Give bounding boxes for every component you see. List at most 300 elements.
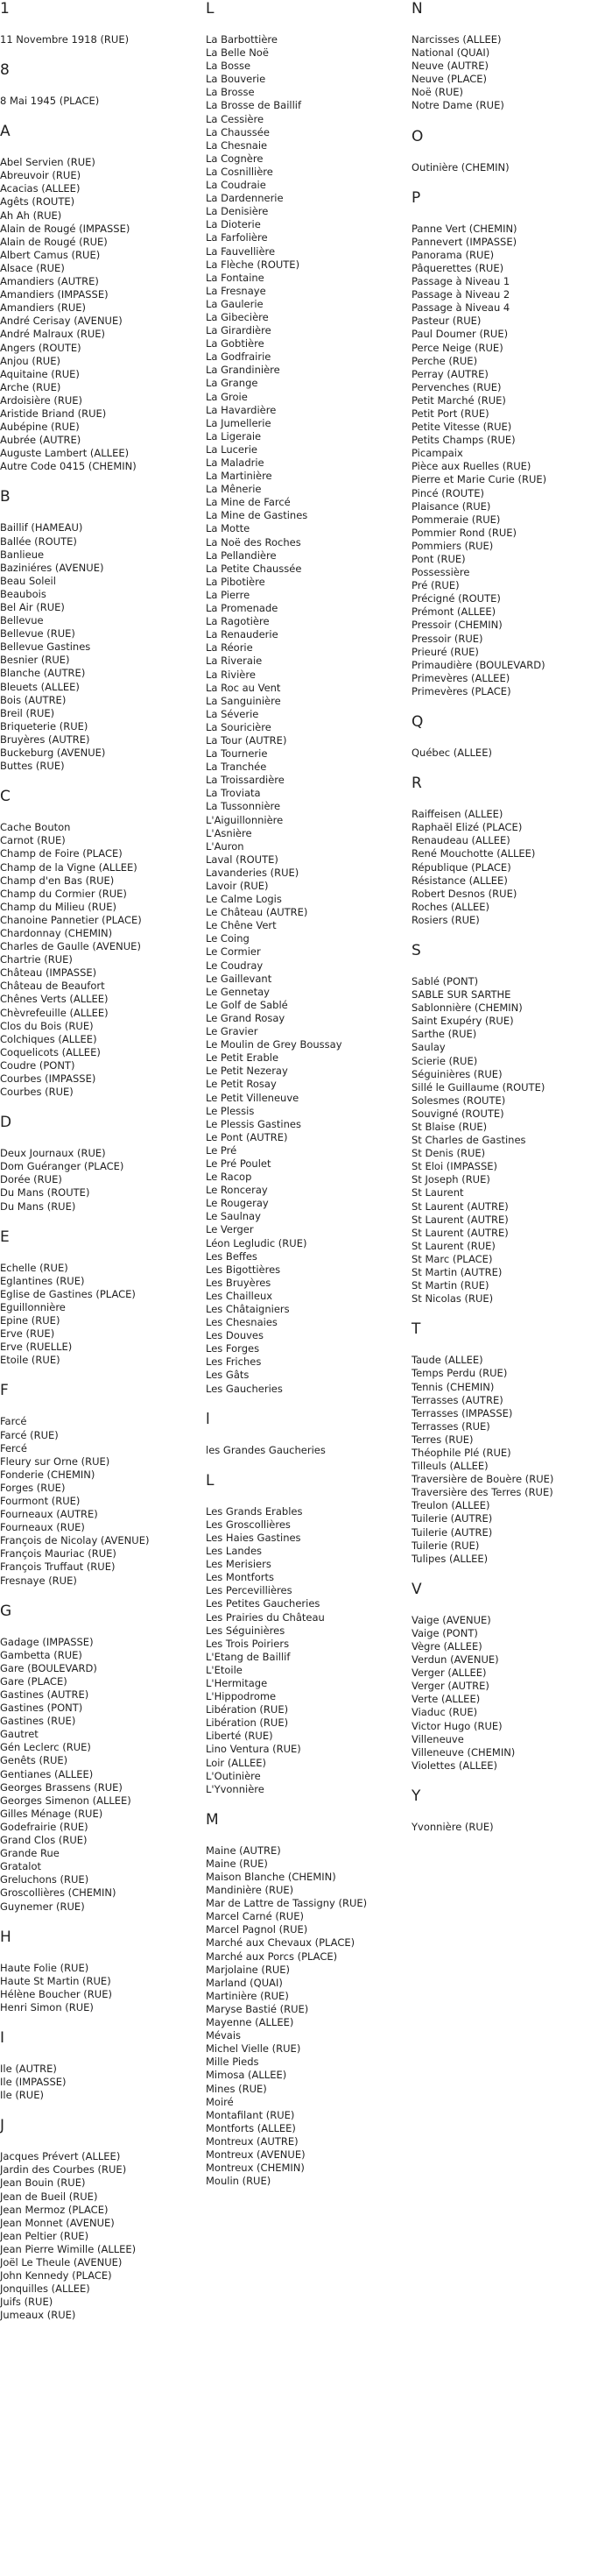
street-link[interactable]: André Cerisay (AVENUE) — [0, 315, 123, 328]
street-link[interactable]: Eguillonnière — [0, 1300, 66, 1313]
street-link[interactable]: Genêts (RUE) — [0, 1754, 68, 1767]
street-link[interactable]: Les Beffes — [206, 1249, 257, 1263]
street-link[interactable]: St Charles de Gastines — [412, 1134, 526, 1147]
street-link[interactable]: Yvonnière (RUE) — [412, 1820, 494, 1833]
street-link[interactable]: Le Plessis — [206, 1104, 255, 1117]
street-link[interactable]: Coquelicots (ALLEE) — [0, 1045, 101, 1058]
street-link[interactable]: Aristide Briand (RUE) — [0, 407, 107, 420]
street-link[interactable]: Pannevert (IMPASSE) — [412, 235, 517, 248]
street-link[interactable]: Le Pré — [206, 1143, 237, 1157]
street-link[interactable]: Hélène Boucher (RUE) — [0, 1987, 112, 2000]
street-link[interactable]: Beaubois — [0, 587, 46, 600]
street-link[interactable]: La Ragotière — [206, 615, 270, 628]
street-link[interactable]: François de Nicolay (AVENUE) — [0, 1534, 150, 1547]
street-link[interactable]: Le Moulin de Grey Boussay — [206, 1038, 342, 1051]
street-link[interactable]: Le Ronceray — [206, 1184, 268, 1197]
street-link[interactable]: Farcé (RUE) — [0, 1428, 59, 1441]
street-link[interactable]: Maryse Bastié (RUE) — [206, 2002, 309, 2015]
street-link[interactable]: Autre Code 0415 (CHEMIN) — [0, 460, 137, 473]
street-link[interactable]: Le Saulnay — [206, 1210, 261, 1223]
street-link[interactable]: La Godfrairie — [206, 350, 271, 364]
street-link[interactable]: Raphaël Elizé (PLACE) — [412, 821, 523, 834]
street-link[interactable]: Villeneuve (CHEMIN) — [412, 1745, 516, 1759]
street-link[interactable]: La Groie — [206, 390, 248, 403]
street-link[interactable]: les Grandes Gaucheries — [206, 1443, 326, 1456]
street-link[interactable]: La Bouverie — [206, 73, 266, 86]
street-link[interactable]: Michel Vielle (RUE) — [206, 2042, 301, 2056]
street-link[interactable]: La Mine de Gastines — [206, 509, 308, 522]
street-link[interactable]: Plaisance (RUE) — [412, 499, 491, 513]
street-link[interactable]: Les Gâts — [206, 1369, 250, 1382]
street-link[interactable]: Terrasses (IMPASSE) — [412, 1406, 513, 1419]
street-link[interactable]: Maison Blanche (CHEMIN) — [206, 1871, 336, 1883]
street-link[interactable]: Martinière (RUE) — [206, 1989, 289, 2002]
street-link[interactable]: Léon Legludic (RUE) — [206, 1236, 307, 1249]
street-link[interactable]: Jean Bouin (RUE) — [0, 2176, 86, 2190]
street-link[interactable]: Tulipes (ALLEE) — [412, 1552, 489, 1565]
street-link[interactable]: St Laurent (RUE) — [412, 1239, 496, 1252]
street-link[interactable]: La Roc au Vent — [206, 681, 281, 694]
street-link[interactable]: St Laurent (AUTRE) — [412, 1226, 509, 1239]
street-link[interactable]: Clos du Bois (RUE) — [0, 1019, 94, 1032]
street-link[interactable]: St Laurent (AUTRE) — [412, 1200, 509, 1213]
street-link[interactable]: Gratalot — [0, 1860, 41, 1873]
street-link[interactable]: François Mauriac (RUE) — [0, 1547, 116, 1560]
street-link[interactable]: Aubépine (RUE) — [0, 421, 80, 434]
street-link[interactable]: Précigné (ROUTE) — [412, 592, 501, 605]
street-link[interactable]: Passage à Niveau 4 — [412, 301, 510, 315]
street-link[interactable]: Champ de Foire (PLACE) — [0, 847, 123, 860]
street-link[interactable]: La Ligeraie — [206, 429, 262, 442]
street-link[interactable]: Mimosa (ALLEE) — [206, 2069, 287, 2082]
street-link[interactable]: La Bosse — [206, 60, 251, 73]
street-link[interactable]: La Grandinière — [206, 364, 280, 377]
street-link[interactable]: Jean Monnet (AVENUE) — [0, 2216, 115, 2229]
street-link[interactable]: Fercé — [0, 1441, 27, 1454]
street-link[interactable]: Le Cormier — [206, 945, 261, 959]
street-link[interactable]: Jardin des Courbes (RUE) — [0, 2163, 127, 2176]
street-link[interactable]: Libération (RUE) — [206, 1703, 289, 1716]
street-link[interactable]: Le Petit Nezeray — [206, 1065, 288, 1078]
street-link[interactable]: Fleury sur Orne (RUE) — [0, 1454, 110, 1468]
street-link[interactable]: André Malraux (RUE) — [0, 328, 105, 341]
street-link[interactable]: Colchiques (ALLEE) — [0, 1032, 97, 1045]
street-link[interactable]: Le Château (AUTRE) — [206, 906, 308, 919]
street-link[interactable]: Auguste Lambert (ALLEE) — [0, 447, 130, 460]
street-link[interactable]: La Souricière — [206, 720, 271, 733]
street-link[interactable]: Le Gravier — [206, 1025, 258, 1038]
street-link[interactable]: St Laurent — [412, 1186, 464, 1200]
street-link[interactable]: Breil (RUE) — [0, 706, 55, 719]
street-link[interactable]: Violettes (ALLEE) — [412, 1759, 498, 1772]
street-link[interactable]: Charles de Gaulle (AVENUE) — [0, 940, 141, 953]
street-link[interactable]: St Blaise (RUE) — [412, 1121, 488, 1133]
street-link[interactable]: Les Chesnaies — [206, 1316, 278, 1329]
street-link[interactable]: Saulay — [412, 1041, 446, 1054]
street-link[interactable]: Amandiers (AUTRE) — [0, 275, 99, 288]
street-link[interactable]: La Gobtière — [206, 337, 264, 350]
street-link[interactable]: La Lucerie — [206, 442, 257, 456]
street-link[interactable]: Ardoisière (RUE) — [0, 393, 83, 407]
street-link[interactable]: Cache Bouton — [0, 821, 71, 834]
street-link[interactable]: Tennis (CHEMIN) — [412, 1380, 495, 1393]
street-link[interactable]: Bleuets (ALLEE) — [0, 680, 80, 693]
street-link[interactable]: Notre Dame (RUE) — [412, 99, 504, 112]
street-link[interactable]: Viaduc (RUE) — [412, 1706, 478, 1719]
street-link[interactable]: Libération (RUE) — [206, 1716, 289, 1730]
street-link[interactable]: Chanoine Pannetier (PLACE) — [0, 913, 142, 926]
street-link[interactable]: Raiffeisen (ALLEE) — [412, 808, 503, 821]
street-link[interactable]: Moiré — [206, 2095, 234, 2108]
street-link[interactable]: Sillé le Guillaume (ROUTE) — [412, 1080, 545, 1093]
street-link[interactable]: Sarthe (RUE) — [412, 1028, 477, 1041]
street-link[interactable]: Farcé — [0, 1415, 27, 1428]
street-link[interactable]: Le Petit Rosay — [206, 1078, 277, 1091]
street-link[interactable]: Le Chêne Vert — [206, 919, 277, 932]
street-link[interactable]: La Farfolière — [206, 231, 268, 244]
street-link[interactable]: La Gibecière — [206, 310, 269, 323]
street-link[interactable]: Pâquerettes (RUE) — [412, 261, 504, 274]
street-link[interactable]: Les Grands Erables — [206, 1504, 303, 1518]
street-link[interactable]: La Chesnaie — [206, 138, 268, 152]
street-link[interactable]: Le Verger — [206, 1223, 254, 1236]
street-link[interactable]: Baziniéres (AVENUE) — [0, 561, 104, 574]
street-link[interactable]: Forges (RUE) — [0, 1481, 66, 1494]
street-link[interactable]: Petite Vitesse (RUE) — [412, 421, 512, 434]
street-link[interactable]: Verte (ALLEE) — [412, 1693, 481, 1706]
street-link[interactable]: Perce Neige (RUE) — [412, 341, 503, 354]
street-link[interactable]: Briqueterie (RUE) — [0, 719, 88, 732]
street-link[interactable]: Pièce aux Ruelles (RUE) — [412, 460, 531, 473]
street-link[interactable]: Chardonnay (CHEMIN) — [0, 926, 113, 939]
street-link[interactable]: Maine (RUE) — [206, 1857, 268, 1870]
street-link[interactable]: Mille Pieds — [206, 2056, 259, 2069]
street-link[interactable]: Jean Pierre Wimille (ALLEE) — [0, 2242, 137, 2255]
street-link[interactable]: Vaige (PONT) — [412, 1626, 478, 1639]
street-link[interactable]: Le Gaillevant — [206, 972, 272, 985]
street-link[interactable]: Jean Mermoz (PLACE) — [0, 2203, 109, 2216]
street-link[interactable]: St Eloi (IMPASSE) — [412, 1160, 498, 1173]
street-link[interactable]: La Tranchée — [206, 761, 267, 774]
street-link[interactable]: Bois (AUTRE) — [0, 693, 67, 706]
street-link[interactable]: Prieuré (RUE) — [412, 645, 479, 658]
street-link[interactable]: Dom Guéranger (PLACE) — [0, 1160, 124, 1173]
street-link[interactable]: La Tussonnière — [206, 800, 281, 813]
street-link[interactable]: Le Coing — [206, 932, 250, 945]
street-link[interactable]: La Noë des Roches — [206, 535, 301, 548]
street-link[interactable]: L'Etang de Baillif — [206, 1650, 291, 1663]
street-link[interactable]: La Martinière — [206, 470, 272, 483]
street-link[interactable]: Chartrie (RUE) — [0, 953, 73, 966]
street-link[interactable]: Loir (ALLEE) — [206, 1756, 267, 1769]
street-link[interactable]: Pommiers (RUE) — [412, 539, 494, 552]
street-link[interactable]: Petits Champs (RUE) — [412, 434, 516, 447]
street-link[interactable]: La Fauvellière — [206, 244, 276, 258]
street-link[interactable]: La Petite Chaussée — [206, 562, 302, 575]
street-link[interactable]: Le Golf de Sablé — [206, 998, 288, 1011]
street-link[interactable]: Gare (PLACE) — [0, 1674, 67, 1688]
street-link[interactable]: Haute St Martin (RUE) — [0, 1974, 111, 1987]
street-link[interactable]: Québec (ALLEE) — [412, 747, 492, 760]
street-link[interactable]: St Martin (RUE) — [412, 1279, 489, 1292]
street-link[interactable]: Ile (RUE) — [0, 2089, 44, 2102]
street-link[interactable]: Erve (RUE) — [0, 1327, 55, 1341]
street-link[interactable]: Les Bigottières — [206, 1263, 281, 1276]
street-link[interactable]: Mévais — [206, 2029, 242, 2042]
street-link[interactable]: Séguinières (RUE) — [412, 1067, 503, 1080]
street-link[interactable]: René Mouchotte (ALLEE) — [412, 847, 536, 860]
street-link[interactable]: Petit Marché (RUE) — [412, 393, 506, 407]
street-link[interactable]: Gastines (PONT) — [0, 1702, 83, 1715]
street-link[interactable]: La Sanguinière — [206, 694, 281, 707]
street-link[interactable]: Le Rougeray — [206, 1197, 269, 1210]
street-link[interactable]: Gastines (AUTRE) — [0, 1688, 89, 1701]
street-link[interactable]: Deux Journaux (RUE) — [0, 1147, 106, 1160]
street-link[interactable]: La Denisière — [206, 205, 269, 218]
street-link[interactable]: La Promenade — [206, 602, 278, 615]
street-link[interactable]: La Pierre — [206, 588, 250, 601]
street-link[interactable]: Abel Servien (RUE) — [0, 156, 95, 169]
street-link[interactable]: Champ du Cormier (RUE) — [0, 887, 127, 900]
street-link[interactable]: Le Petit Villeneuve — [206, 1091, 299, 1104]
street-link[interactable]: Les Châtaigniers — [206, 1303, 290, 1315]
street-link[interactable]: Le Racop — [206, 1171, 252, 1184]
street-link[interactable]: Marland (QUAI) — [206, 1976, 283, 1989]
street-link[interactable]: St Marc (PLACE) — [412, 1252, 493, 1265]
street-link[interactable]: Les Trois Poiriers — [206, 1637, 290, 1650]
street-link[interactable]: Alsace (RUE) — [0, 261, 65, 274]
street-link[interactable]: Le Pré Poulet — [206, 1157, 271, 1170]
street-link[interactable]: Primevères (PLACE) — [412, 684, 511, 697]
street-link[interactable]: La Riveraie — [206, 655, 263, 668]
street-link[interactable]: Résistance (ALLEE) — [412, 874, 508, 887]
street-link[interactable]: Les Petites Gaucheries — [206, 1597, 320, 1610]
street-link[interactable]: Dorée (RUE) — [0, 1173, 62, 1186]
street-link[interactable]: Le Pont (AUTRE) — [206, 1130, 288, 1143]
street-link[interactable]: Souvigné (ROUTE) — [412, 1107, 504, 1120]
street-link[interactable]: Château de Beaufort — [0, 980, 105, 993]
street-link[interactable]: Jumeaux (RUE) — [0, 2309, 76, 2322]
street-link[interactable]: La Girardière — [206, 324, 271, 337]
street-link[interactable]: La Jumellerie — [206, 416, 271, 429]
street-link[interactable]: La Troissardière — [206, 774, 285, 787]
street-link[interactable]: Gastines (RUE) — [0, 1715, 76, 1728]
street-link[interactable]: Greluchons (RUE) — [0, 1873, 89, 1886]
street-link[interactable]: Les Groscollières — [206, 1518, 291, 1531]
street-link[interactable]: Gare (BOULEVARD) — [0, 1661, 97, 1674]
street-link[interactable]: Epine (RUE) — [0, 1314, 60, 1327]
street-link[interactable]: Montreux (CHEMIN) — [206, 2162, 305, 2175]
street-link[interactable]: Abreuvoir (RUE) — [0, 169, 81, 182]
street-link[interactable]: La Maladrie — [206, 456, 264, 469]
street-link[interactable]: Champ du Milieu (RUE) — [0, 900, 116, 913]
street-link[interactable]: Marcel Carné (RUE) — [206, 1910, 304, 1923]
street-link[interactable]: St Nicolas (RUE) — [412, 1292, 494, 1306]
street-link[interactable]: Panne Vert (CHEMIN) — [412, 222, 517, 235]
street-link[interactable]: Château (IMPASSE) — [0, 966, 97, 980]
street-link[interactable]: Echelle (RUE) — [0, 1261, 68, 1274]
street-link[interactable]: Montforts (ALLEE) — [206, 2121, 296, 2134]
street-link[interactable]: Verger (ALLEE) — [412, 1667, 487, 1680]
street-link[interactable]: Georges Simenon (ALLEE) — [0, 1794, 131, 1807]
street-link[interactable]: SABLE SUR SARTHE — [412, 988, 511, 1001]
street-link[interactable]: La Belle Noë — [206, 46, 269, 60]
street-link[interactable]: Courbes (IMPASSE) — [0, 1072, 96, 1085]
street-link[interactable]: Panorama (RUE) — [412, 248, 495, 261]
street-link[interactable]: Saint Exupéry (RUE) — [412, 1015, 514, 1028]
street-link[interactable]: Le Coudray — [206, 959, 264, 972]
street-link[interactable]: Marjolaine (RUE) — [206, 1963, 291, 1976]
street-link[interactable]: Aubrée (AUTRE) — [0, 434, 81, 447]
street-link[interactable]: Pommier Rond (RUE) — [412, 526, 517, 539]
street-link[interactable]: Le Grand Rosay — [206, 1011, 285, 1024]
street-link[interactable]: Les Haies Gastines — [206, 1531, 301, 1544]
street-link[interactable]: Le Gennetay — [206, 985, 270, 998]
street-link[interactable]: Paul Doumer (RUE) — [412, 328, 509, 341]
street-link[interactable]: Gén Leclerc (RUE) — [0, 1741, 91, 1754]
street-link[interactable]: Fresnaye (RUE) — [0, 1574, 77, 1587]
street-link[interactable]: Moulin (RUE) — [206, 2175, 271, 2188]
street-link[interactable]: Buttes (RUE) — [0, 760, 65, 773]
street-link[interactable]: Terrasses (RUE) — [412, 1419, 490, 1433]
street-link[interactable]: L'Hippodrome — [206, 1690, 277, 1703]
street-link[interactable]: Les Friches — [206, 1355, 262, 1369]
street-link[interactable]: Du Mans (ROUTE) — [0, 1186, 90, 1200]
street-link[interactable]: Gautret — [0, 1728, 39, 1741]
street-link[interactable]: Alain de Rougé (RUE) — [0, 235, 108, 248]
street-link[interactable]: Montreux (AUTRE) — [206, 2134, 299, 2148]
street-link[interactable]: Perche (RUE) — [412, 354, 478, 367]
street-link[interactable]: Aquitaine (RUE) — [0, 367, 80, 380]
street-link[interactable]: Victor Hugo (RUE) — [412, 1719, 503, 1732]
street-link[interactable]: St Martin (AUTRE) — [412, 1266, 503, 1279]
street-link[interactable]: Coudre (PONT) — [0, 1058, 75, 1072]
street-link[interactable]: Bellevue — [0, 614, 44, 627]
street-link[interactable]: Le Petit Erable — [206, 1051, 279, 1065]
street-link[interactable]: Le Plessis Gastines — [206, 1117, 301, 1130]
street-link[interactable]: La Fresnaye — [206, 284, 266, 297]
street-link[interactable]: Blanche (AUTRE) — [0, 667, 86, 680]
street-link[interactable]: Guynemer (RUE) — [0, 1900, 85, 1913]
street-link[interactable]: Pasteur (RUE) — [412, 315, 482, 328]
street-link[interactable]: Amandiers (RUE) — [0, 301, 86, 315]
street-link[interactable]: Neuve (AUTRE) — [412, 60, 489, 73]
street-link[interactable]: La Renauderie — [206, 628, 278, 641]
street-link[interactable]: Chèvrefeuille (ALLEE) — [0, 1006, 109, 1019]
street-link[interactable]: Robert Desnos (RUE) — [412, 887, 517, 900]
street-link[interactable]: Ile (IMPASSE) — [0, 2076, 67, 2089]
street-link[interactable]: Albert Camus (RUE) — [0, 248, 101, 261]
street-link[interactable]: Temps Perdu (RUE) — [412, 1367, 508, 1380]
street-link[interactable]: La Motte — [206, 522, 250, 535]
street-link[interactable]: Primaudière (BOULEVARD) — [412, 658, 545, 671]
street-link[interactable]: La Tour (AUTRE) — [206, 733, 287, 747]
street-link[interactable]: Gadage (IMPASSE) — [0, 1635, 94, 1648]
street-link[interactable]: Les Landes — [206, 1545, 263, 1558]
street-link[interactable]: Pommeraie (RUE) — [412, 513, 501, 526]
street-link[interactable]: Villeneuve — [412, 1732, 464, 1745]
street-link[interactable]: Laval (ROUTE) — [206, 853, 278, 866]
street-link[interactable]: Arche (RUE) — [0, 380, 61, 393]
street-link[interactable]: Marché aux Chevaux (PLACE) — [206, 1936, 355, 1950]
street-link[interactable]: La Chaussée — [206, 125, 270, 138]
street-link[interactable]: La Pellandière — [206, 548, 277, 562]
street-link[interactable]: Groscollières (CHEMIN) — [0, 1886, 116, 1900]
street-link[interactable]: Taude (ALLEE) — [412, 1354, 483, 1367]
street-link[interactable]: Besnier (RUE) — [0, 654, 70, 667]
street-link[interactable]: Noë (RUE) — [412, 86, 464, 99]
street-link[interactable]: La Barbottière — [206, 33, 278, 46]
street-link[interactable]: L'Yvonnière — [206, 1782, 264, 1795]
street-link[interactable]: Erve (RUELLE) — [0, 1341, 73, 1354]
street-link[interactable]: Henri Simon (RUE) — [0, 2000, 94, 2013]
street-link[interactable]: Marché aux Porcs (PLACE) — [206, 1950, 338, 1963]
street-link[interactable]: Banlieue — [0, 548, 45, 561]
street-link[interactable]: Champ d'en Bas (RUE) — [0, 874, 115, 887]
street-link[interactable]: Montreux (AVENUE) — [206, 2148, 306, 2161]
street-link[interactable]: Perray (AUTRE) — [412, 367, 489, 380]
street-link[interactable]: Bel Air (RUE) — [0, 601, 65, 613]
street-link[interactable]: La Rivière — [206, 668, 256, 681]
street-link[interactable]: Pressoir (RUE) — [412, 632, 483, 645]
street-link[interactable]: La Pibotière — [206, 575, 265, 588]
street-link[interactable]: Champ de la Vigne (ALLEE) — [0, 860, 137, 874]
street-link[interactable]: Passage à Niveau 1 — [412, 275, 510, 288]
street-link[interactable]: Beau Soleil — [0, 574, 56, 587]
street-link[interactable]: Les Gaucheries — [206, 1382, 283, 1395]
street-link[interactable]: La Mênerie — [206, 483, 262, 496]
street-link[interactable]: Mines (RUE) — [206, 2082, 267, 2095]
street-link[interactable]: La Mine de Farcé — [206, 496, 291, 509]
street-link[interactable]: L'Auron — [206, 839, 244, 853]
street-link[interactable]: Théophile Plé (RUE) — [412, 1446, 511, 1459]
street-link[interactable]: Courbes (RUE) — [0, 1086, 74, 1099]
street-link[interactable]: Alain de Rougé (IMPASSE) — [0, 222, 130, 235]
street-link[interactable]: Anjou (RUE) — [0, 354, 60, 367]
street-link[interactable]: Jean de Bueil (RUE) — [0, 2190, 98, 2203]
street-link[interactable]: Grand Clos (RUE) — [0, 1834, 88, 1847]
street-link[interactable]: Pressoir (CHEMIN) — [412, 619, 503, 632]
street-link[interactable]: Possessière — [412, 566, 470, 579]
street-link[interactable]: Treulon (ALLEE) — [412, 1499, 490, 1512]
street-link[interactable]: Les Merisiers — [206, 1558, 271, 1571]
street-link[interactable]: Pervenches (RUE) — [412, 380, 502, 393]
street-link[interactable]: Angers (ROUTE) — [0, 341, 81, 354]
street-link[interactable]: Rosiers (RUE) — [412, 913, 480, 926]
street-link[interactable]: Roches (ALLEE) — [412, 900, 490, 913]
street-link[interactable]: 8 Mai 1945 (PLACE) — [0, 95, 100, 108]
street-link[interactable]: Picampaix — [412, 447, 463, 460]
street-link[interactable]: Sablonnière (CHEMIN) — [412, 1001, 523, 1015]
street-link[interactable]: Juifs (RUE) — [0, 2296, 53, 2309]
street-link[interactable]: La Cessière — [206, 112, 264, 125]
street-link[interactable]: Lavanderies (RUE) — [206, 866, 299, 879]
street-link[interactable]: La Brosse de Baillif — [206, 99, 302, 112]
street-link[interactable]: John Kennedy (PLACE) — [0, 2269, 112, 2282]
street-link[interactable]: Les Bruyères — [206, 1276, 271, 1289]
street-link[interactable]: Pierre et Marie Curie (RUE) — [412, 473, 547, 486]
street-link[interactable]: Vègre (ALLEE) — [412, 1640, 482, 1652]
street-link[interactable]: Georges Brassens (RUE) — [0, 1780, 123, 1794]
street-link[interactable]: Tuilerie (AUTRE) — [412, 1512, 493, 1525]
street-link[interactable]: Buckeburg (AVENUE) — [0, 747, 106, 760]
street-link[interactable]: La Cognère — [206, 152, 264, 165]
street-link[interactable]: National (QUAI) — [412, 46, 490, 60]
street-link[interactable]: Baillif (HAMEAU) — [0, 521, 83, 534]
street-link[interactable]: Chênes Verts (ALLEE) — [0, 993, 109, 1006]
street-link[interactable]: La Flèche (ROUTE) — [206, 258, 300, 271]
street-link[interactable]: La Havardière — [206, 403, 277, 416]
